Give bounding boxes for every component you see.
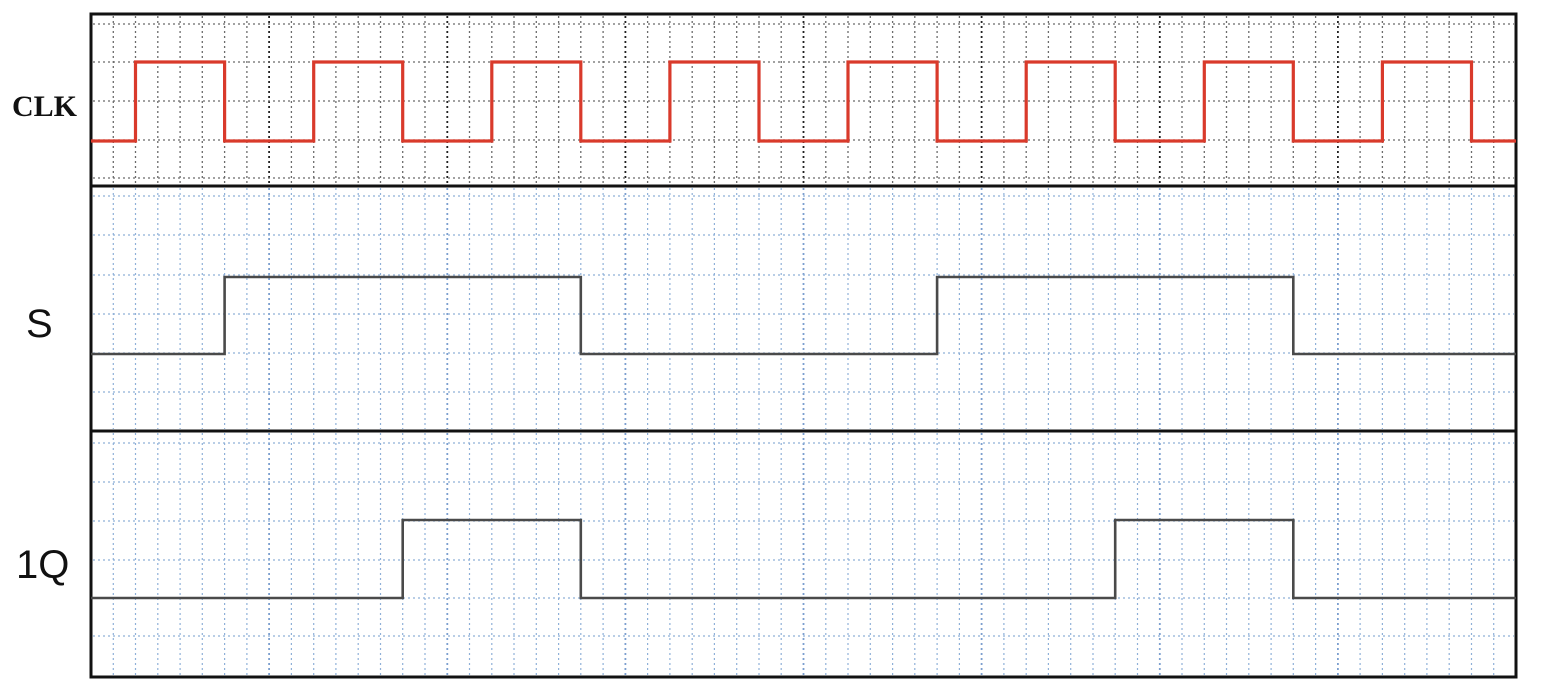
panel-grid-q — [93, 433, 1514, 675]
s-label: S — [26, 302, 53, 346]
frame — [91, 14, 1516, 677]
q-label: 1Q — [16, 543, 70, 587]
panel-grid-clk — [93, 16, 1514, 184]
clk-label: CLK — [12, 90, 78, 123]
diagram-border — [91, 14, 1516, 677]
grid — [93, 16, 1514, 675]
signal-labels — [12, 90, 78, 587]
panel-grid-s — [93, 188, 1514, 429]
